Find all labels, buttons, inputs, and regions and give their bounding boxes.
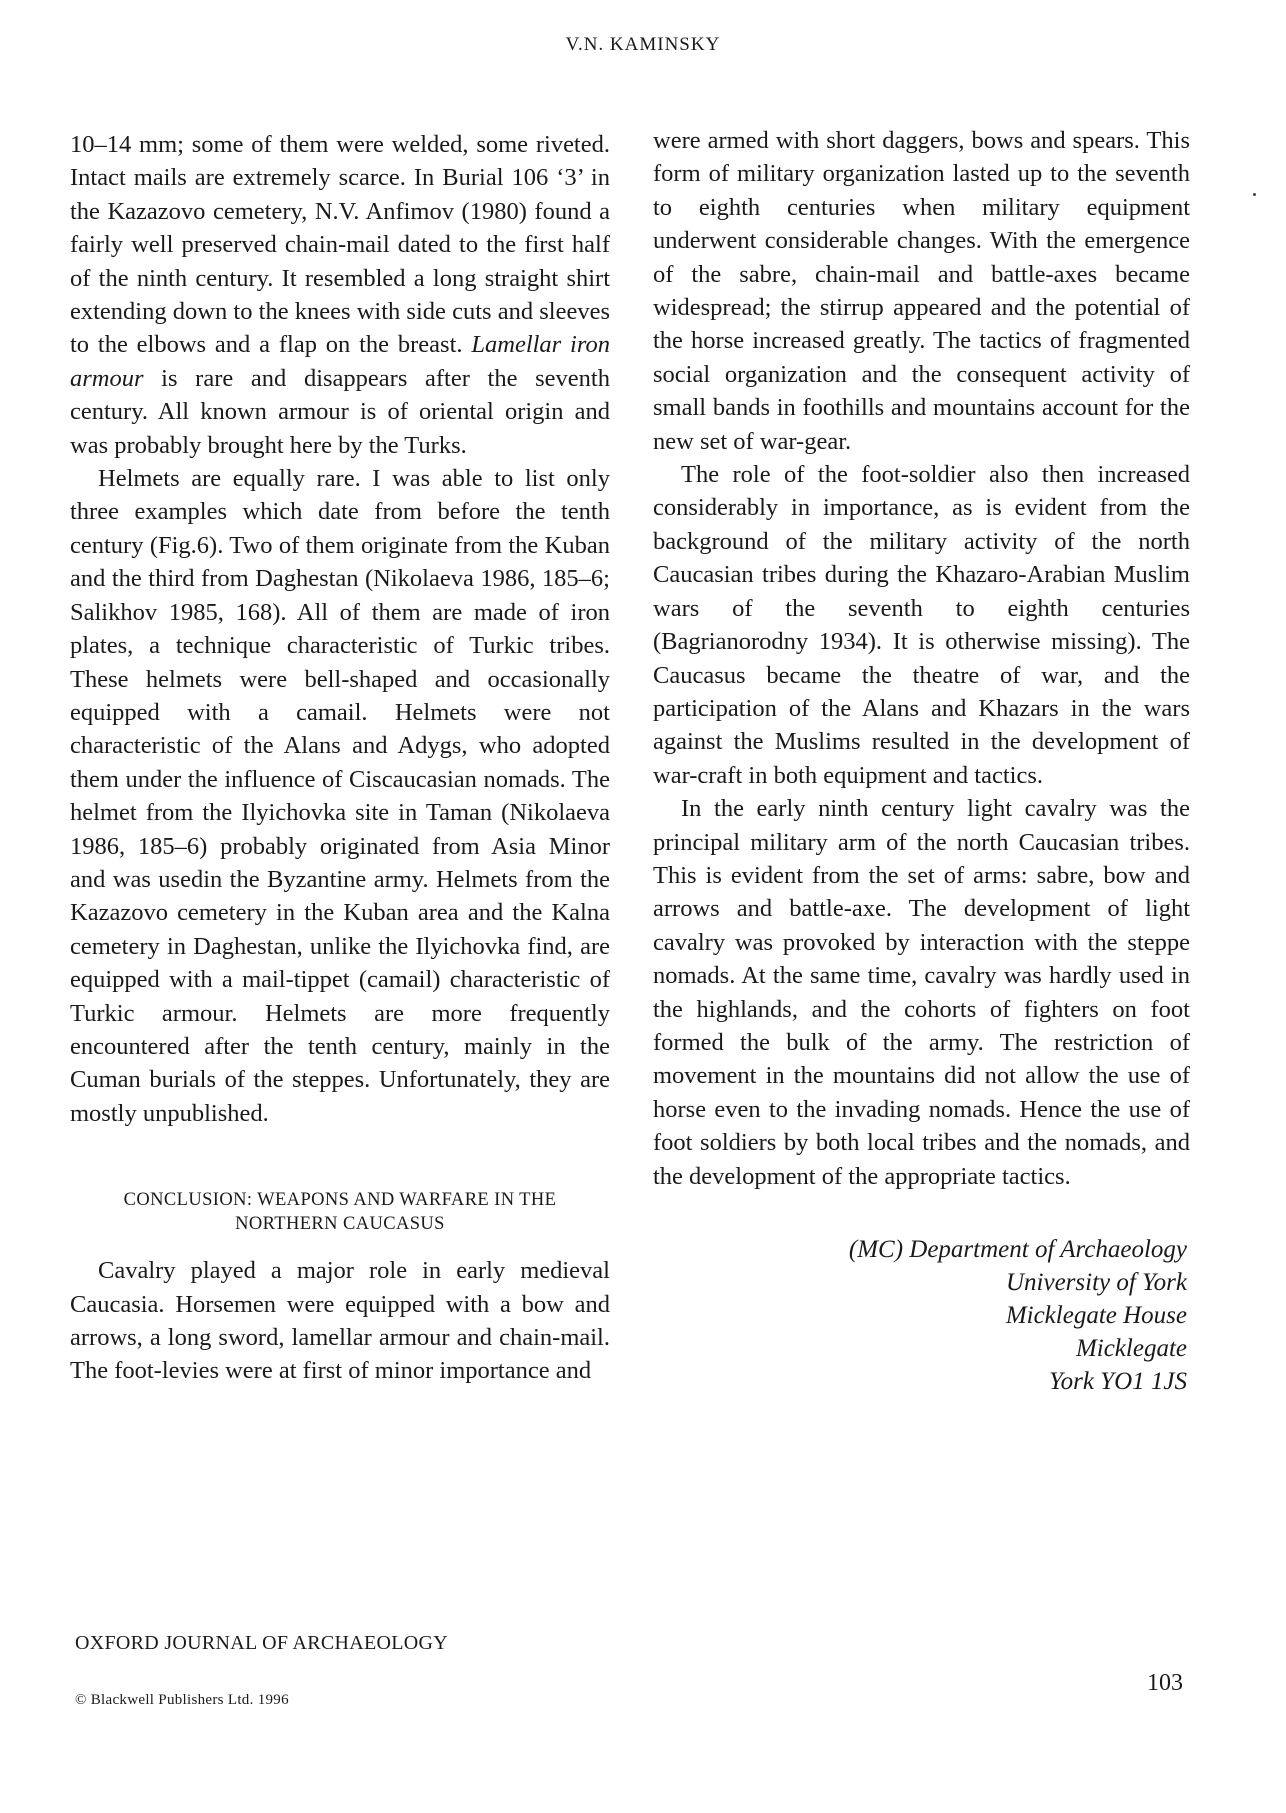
paragraph-mail-armour-text: 10–14 mm; some of them were welded, some riveted. Intact mails are extremely scarce. In Burial 106 ‘3’ in the Kazazovo cemetery, N.V. Anfimov (1980) found a fairly well preserved chain-mail dated to the first half of the ninth century. It resembled a long straight shirt extending down to the knees with side cuts and sleeves to the elbows and a flap on the breast. xyxy=(70,131,610,359)
address-line-department: (MC) Department of Archaeology xyxy=(848,1236,1187,1263)
scan-speck xyxy=(1253,193,1256,196)
copyright-notice: © Blackwell Publishers Ltd. 1996 xyxy=(75,1692,289,1708)
author-address xyxy=(653,1233,1190,1398)
journal-name: OXFORD JOURNAL OF ARCHAEOLOGY xyxy=(75,1632,448,1654)
paragraph-mail-armour xyxy=(70,128,610,462)
italic-term-lamellar: Lamellar iron armour xyxy=(70,331,610,392)
address-line-building: Micklegate House xyxy=(1005,1302,1187,1329)
paragraph-foot-levies: were armed with short daggers, bows and spears. This form of military organization lasted up to the seventh to eighth centuries when military equipment underwent considerable changes. With the emergence of the sabre, chain-mail and battle-axes became widespread; the stirrup appeared and the potential of the horse increased greatly. The tactics of fragmented social organization and the consequent activity of small bands in foothills and mountains account for the new set of war-gear. xyxy=(653,127,1190,455)
left-column xyxy=(70,128,610,1388)
section-gap xyxy=(70,1130,610,1188)
address-line-university: University of York xyxy=(1005,1269,1187,1296)
paragraph-helmets: Helmets are equally rare. I was able to list only three examples which date from before the tenth century (Fig.6). Two of them originate from the Kuban and the third from Daghestan (Nikolaeva 1986, 185–6; Salikhov 1985, 168). All of them are made of iron plates, a technique characteristic of Turkic tribes. These helmets were bell-shaped and occasionally equipped with a camail. Helmets were not characteristic of the Alans and Adygs, who adopted them under the influence of Ciscaucasian nomads. The helmet from the Ilyichovka site in Taman (Nikolaeva 1986, 185–6) probably originated from Asia Minor and was usedin the Byzantine army. Helmets from the Kazazovo cemetery in the Kuban area and the Kalna cemetery in Daghestan, unlike the Ilyichovka find, are equipped with a mail-tippet (camail) characteristic of Turkic armour. Helmets are more frequently encountered after the tenth century, mainly in the Cuman burials of the steppes. Unfortunately, they are mostly unpublished. xyxy=(70,465,610,1127)
address-line-street: Micklegate xyxy=(1075,1335,1187,1362)
section-heading-conclusion: CONCLUSION: WEAPONS AND WARFARE IN THE NORTHERN CAUCASUS xyxy=(123,1190,557,1235)
paragraph-foot-soldier: The role of the foot-soldier also then increased considerably in importance, as is evident from the background of the military activity of the north Caucasian tribes during the Khazaro-Arabian Muslim wars of the seventh to eighth centuries (Bagrianorodny 1934). It is otherwise missing). The Caucasus became the theatre of war, and the participation of the Alans and Khazars in the wars against the Muslims resulted in the development of war-craft in both equipment and tactics. xyxy=(653,461,1190,789)
paragraph-conclusion: Cavalry played a major role in early medieval Caucasia. Horsemen were equipped with a bow and arrows, a long sword, lamellar armour and chain-mail. The foot-levies were at first of minor importance and xyxy=(70,1257,610,1385)
paragraph-light-cavalry: In the early ninth century light cavalry was the principal military arm of the north Caucasian tribes. This is evident from the set of arms: sabre, bow and arrows and battle-axe. The development of light cavalry was provoked by interaction with the steppe nomads. At the same time, cavalry was hardly used in the highlands, and the cohorts of fighters on foot formed the bulk of the army. The restriction of movement in the mountains did not allow the use of horse even to the invading nomads. Hence the use of foot soldiers by both local tribes and the nomads, and the development of the appropriate tactics. xyxy=(653,795,1190,1190)
address-line-postcode: York YO1 1JS xyxy=(1049,1368,1187,1395)
page-number: 103 xyxy=(1147,1670,1183,1696)
running-head-author: V.N. KAMINSKY xyxy=(565,34,721,55)
right-column xyxy=(653,124,1190,1398)
paragraph-mail-armour-tail: is rare and disappears after the seventh century. All known armour is of oriental origin and was probably brought here by the Turks. xyxy=(70,364,610,459)
